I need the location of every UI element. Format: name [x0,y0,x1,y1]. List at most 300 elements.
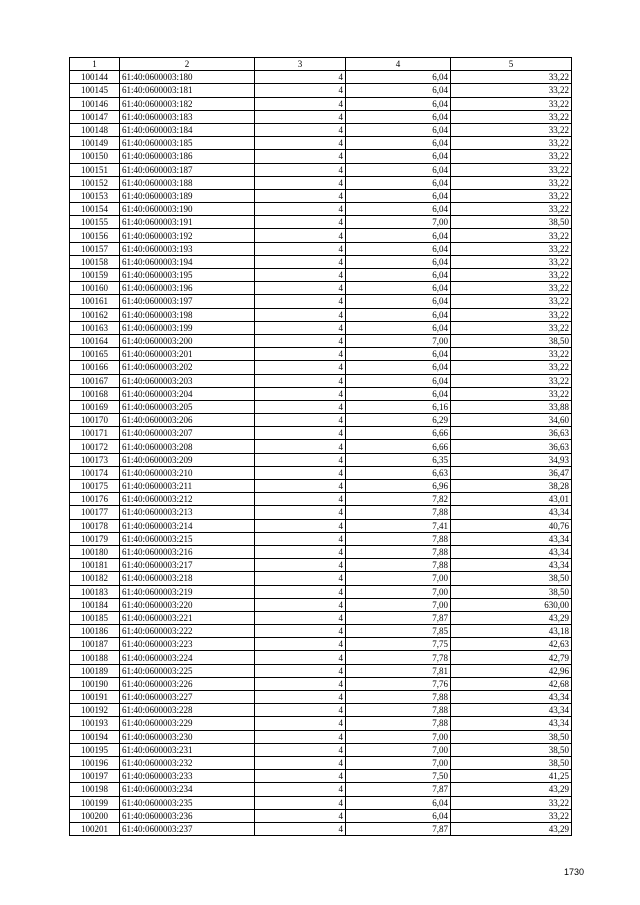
col-4-value-cell: 6,04 [346,295,451,308]
cadastral-number-cell: 61:40:0600003:185 [120,137,255,150]
row-number-cell: 100193 [70,717,120,730]
col-4-value-cell: 6,04 [346,269,451,282]
cadastral-number-cell: 61:40:0600003:200 [120,334,255,347]
table-row [70,414,572,427]
cadastral-number-cell: 61:40:0600003:205 [120,400,255,413]
col-5-value-cell: 42,79 [451,651,572,664]
col-3-value-cell: 4 [255,493,346,506]
col-5-value-cell: 33,22 [451,308,572,321]
col-5-value-cell: 33,22 [451,282,572,295]
col-3-value-cell: 4 [255,664,346,677]
col-4-value-cell: 7,00 [346,585,451,598]
table-row [70,809,572,822]
cadastral-number-cell: 61:40:0600003:202 [120,361,255,374]
col-3-value-cell: 4 [255,255,346,268]
col-5-value-cell: 36,63 [451,427,572,440]
col-4-value-cell: 7,75 [346,638,451,651]
table-row [70,282,572,295]
cadastral-number-cell: 61:40:0600003:226 [120,677,255,690]
col-4-value-cell: 6,04 [346,97,451,110]
col-5-value-cell: 42,68 [451,677,572,690]
col-5-value-cell: 33,22 [451,809,572,822]
col-3-value-cell: 4 [255,110,346,123]
col-5-value-cell: 33,22 [451,137,572,150]
col-5-value-cell: 33,22 [451,229,572,242]
col-4-value-cell: 6,04 [346,176,451,189]
col-4-value-cell: 7,76 [346,677,451,690]
col-3-value-cell: 4 [255,453,346,466]
table-row [70,308,572,321]
row-number-cell: 100176 [70,493,120,506]
col-5-value-cell: 33,88 [451,400,572,413]
col-3-value-cell: 4 [255,269,346,282]
col-3-value-cell: 4 [255,84,346,97]
cadastral-number-cell: 61:40:0600003:193 [120,242,255,255]
row-number-cell: 100155 [70,216,120,229]
col-4-value-cell: 7,00 [346,756,451,769]
cadastral-number-cell: 61:40:0600003:194 [120,255,255,268]
row-number-cell: 100197 [70,770,120,783]
col-4-value-cell: 6,04 [346,123,451,136]
col-3-value-cell: 4 [255,651,346,664]
col-5-value-cell: 33,22 [451,374,572,387]
table-row [70,611,572,624]
table-row [70,387,572,400]
table-row [70,150,572,163]
table-row [70,71,572,84]
cadastral-number-cell: 61:40:0600003:184 [120,123,255,136]
col-3-value-cell: 4 [255,400,346,413]
table-row [70,545,572,558]
col-4-value-cell: 7,41 [346,519,451,532]
col-4-value-cell: 7,50 [346,770,451,783]
col-3-value-cell: 4 [255,123,346,136]
cadastral-number-cell: 61:40:0600003:225 [120,664,255,677]
row-number-cell: 100146 [70,97,120,110]
col-3-value-cell: 4 [255,559,346,572]
col-5-value-cell: 38,50 [451,572,572,585]
table-row [70,189,572,202]
row-number-cell: 100199 [70,796,120,809]
col-3-value-cell: 4 [255,796,346,809]
cadastral-number-cell: 61:40:0600003:183 [120,110,255,123]
col-5-value-cell: 33,22 [451,84,572,97]
col-5-value-cell: 38,50 [451,730,572,743]
col-5-value-cell: 43,34 [451,691,572,704]
col-4-value-cell: 7,00 [346,730,451,743]
cadastral-number-cell: 61:40:0600003:198 [120,308,255,321]
col-5-value-cell: 34,60 [451,414,572,427]
col-3-value-cell: 4 [255,308,346,321]
row-number-cell: 100191 [70,691,120,704]
table-row [70,295,572,308]
col-4-value-cell: 6,04 [346,189,451,202]
col-5-value-cell: 36,63 [451,440,572,453]
row-number-cell: 100168 [70,387,120,400]
cadastral-number-cell: 61:40:0600003:201 [120,348,255,361]
col-3-value-cell: 4 [255,598,346,611]
table-row [70,269,572,282]
cadastral-number-cell: 61:40:0600003:212 [120,493,255,506]
col-4-value-cell: 6,96 [346,480,451,493]
table-row [70,334,572,347]
row-number-cell: 100161 [70,295,120,308]
table-row [70,638,572,651]
cadastral-number-cell: 61:40:0600003:231 [120,743,255,756]
col-4-value-cell: 7,87 [346,611,451,624]
col-3-value-cell: 4 [255,466,346,479]
cadastral-number-cell: 61:40:0600003:196 [120,282,255,295]
col-5-value-cell: 43,01 [451,493,572,506]
cadastral-number-cell: 61:40:0600003:206 [120,414,255,427]
table-row [70,796,572,809]
table-row [70,532,572,545]
cadastral-number-cell: 61:40:0600003:197 [120,295,255,308]
table-header [70,58,572,71]
col-5-value-cell: 33,22 [451,796,572,809]
col-4-value-cell: 7,87 [346,822,451,835]
cadastral-number-cell: 61:40:0600003:211 [120,480,255,493]
table-row [70,651,572,664]
row-number-cell: 100196 [70,756,120,769]
col-3-value-cell: 4 [255,176,346,189]
col-4-value-cell: 6,04 [346,282,451,295]
table-row [70,466,572,479]
table-row [70,203,572,216]
cadastral-number-cell: 61:40:0600003:237 [120,822,255,835]
row-number-cell: 100149 [70,137,120,150]
header-col-4: 4 [346,58,451,71]
col-3-value-cell: 4 [255,440,346,453]
cadastral-number-cell: 61:40:0600003:182 [120,97,255,110]
row-number-cell: 100183 [70,585,120,598]
col-3-value-cell: 4 [255,97,346,110]
col-3-value-cell: 4 [255,677,346,690]
col-3-value-cell: 4 [255,809,346,822]
col-4-value-cell: 6,35 [346,453,451,466]
table-row [70,598,572,611]
col-4-value-cell: 7,81 [346,664,451,677]
cadastral-number-cell: 61:40:0600003:180 [120,71,255,84]
row-number-cell: 100195 [70,743,120,756]
table-row [70,677,572,690]
cadastral-number-cell: 61:40:0600003:208 [120,440,255,453]
header-row [70,58,572,71]
col-3-value-cell: 4 [255,611,346,624]
table-row [70,822,572,835]
col-3-value-cell: 4 [255,519,346,532]
data-table [69,57,572,836]
table-row [70,506,572,519]
col-5-value-cell: 33,22 [451,295,572,308]
table-row [70,400,572,413]
row-number-cell: 100165 [70,348,120,361]
cadastral-number-cell: 61:40:0600003:191 [120,216,255,229]
col-5-value-cell: 41,25 [451,770,572,783]
cadastral-number-cell: 61:40:0600003:187 [120,163,255,176]
col-5-value-cell: 43,29 [451,783,572,796]
col-3-value-cell: 4 [255,545,346,558]
table-row [70,730,572,743]
col-4-value-cell: 6,04 [346,374,451,387]
col-5-value-cell: 43,29 [451,822,572,835]
col-3-value-cell: 4 [255,295,346,308]
row-number-cell: 100144 [70,71,120,84]
table-row [70,176,572,189]
col-5-value-cell: 43,29 [451,611,572,624]
col-5-value-cell: 38,50 [451,756,572,769]
col-4-value-cell: 7,82 [346,493,451,506]
header-col-5: 5 [451,58,572,71]
table-row [70,572,572,585]
col-4-value-cell: 6,66 [346,427,451,440]
col-4-value-cell: 7,88 [346,532,451,545]
row-number-cell: 100189 [70,664,120,677]
cadastral-number-cell: 61:40:0600003:215 [120,532,255,545]
row-number-cell: 100201 [70,822,120,835]
cadastral-number-cell: 61:40:0600003:217 [120,559,255,572]
col-4-value-cell: 6,66 [346,440,451,453]
col-5-value-cell: 42,63 [451,638,572,651]
row-number-cell: 100166 [70,361,120,374]
col-3-value-cell: 4 [255,730,346,743]
row-number-cell: 100182 [70,572,120,585]
cadastral-number-cell: 61:40:0600003:199 [120,321,255,334]
row-number-cell: 100188 [70,651,120,664]
row-number-cell: 100164 [70,334,120,347]
table-row [70,242,572,255]
table-body [70,71,572,836]
table-row [70,783,572,796]
col-4-value-cell: 6,04 [346,348,451,361]
table-row [70,123,572,136]
col-5-value-cell: 33,22 [451,361,572,374]
col-5-value-cell: 33,22 [451,110,572,123]
table-row [70,137,572,150]
col-3-value-cell: 4 [255,229,346,242]
row-number-cell: 100154 [70,203,120,216]
row-number-cell: 100175 [70,480,120,493]
header-col-2: 2 [120,58,255,71]
col-5-value-cell: 33,22 [451,97,572,110]
cadastral-number-cell: 61:40:0600003:190 [120,203,255,216]
col-3-value-cell: 4 [255,242,346,255]
col-4-value-cell: 6,04 [346,110,451,123]
col-4-value-cell: 7,78 [346,651,451,664]
col-3-value-cell: 4 [255,691,346,704]
col-3-value-cell: 4 [255,506,346,519]
table-row [70,585,572,598]
col-3-value-cell: 4 [255,163,346,176]
table-row [70,229,572,242]
cadastral-number-cell: 61:40:0600003:209 [120,453,255,466]
table-row [70,110,572,123]
col-5-value-cell: 42,96 [451,664,572,677]
col-5-value-cell: 43,34 [451,532,572,545]
cadastral-number-cell: 61:40:0600003:220 [120,598,255,611]
cadastral-number-cell: 61:40:0600003:181 [120,84,255,97]
col-4-value-cell: 7,88 [346,704,451,717]
col-4-value-cell: 7,00 [346,572,451,585]
cadastral-number-cell: 61:40:0600003:188 [120,176,255,189]
col-3-value-cell: 4 [255,822,346,835]
row-number-cell: 100198 [70,783,120,796]
col-5-value-cell: 38,50 [451,334,572,347]
cadastral-number-cell: 61:40:0600003:210 [120,466,255,479]
col-5-value-cell: 33,22 [451,387,572,400]
row-number-cell: 100194 [70,730,120,743]
row-number-cell: 100152 [70,176,120,189]
col-5-value-cell: 38,50 [451,585,572,598]
col-4-value-cell: 7,00 [346,334,451,347]
col-5-value-cell: 33,22 [451,150,572,163]
col-3-value-cell: 4 [255,770,346,783]
col-3-value-cell: 4 [255,321,346,334]
col-3-value-cell: 4 [255,625,346,638]
col-5-value-cell: 43,18 [451,625,572,638]
col-5-value-cell: 33,22 [451,321,572,334]
col-4-value-cell: 7,00 [346,216,451,229]
col-4-value-cell: 6,04 [346,387,451,400]
row-number-cell: 100192 [70,704,120,717]
col-5-value-cell: 33,22 [451,163,572,176]
col-3-value-cell: 4 [255,374,346,387]
row-number-cell: 100167 [70,374,120,387]
col-4-value-cell: 6,63 [346,466,451,479]
col-3-value-cell: 4 [255,638,346,651]
header-col-3: 3 [255,58,346,71]
col-3-value-cell: 4 [255,585,346,598]
col-3-value-cell: 4 [255,572,346,585]
col-5-value-cell: 43,34 [451,559,572,572]
col-3-value-cell: 4 [255,137,346,150]
col-5-value-cell: 33,22 [451,176,572,189]
table-row [70,427,572,440]
row-number-cell: 100162 [70,308,120,321]
col-4-value-cell: 6,04 [346,84,451,97]
table-row [70,559,572,572]
row-number-cell: 100171 [70,427,120,440]
row-number-cell: 100145 [70,84,120,97]
cadastral-number-cell: 61:40:0600003:195 [120,269,255,282]
row-number-cell: 100200 [70,809,120,822]
col-4-value-cell: 7,00 [346,743,451,756]
col-3-value-cell: 4 [255,717,346,730]
table-row [70,770,572,783]
col-4-value-cell: 7,85 [346,625,451,638]
cadastral-number-cell: 61:40:0600003:207 [120,427,255,440]
row-number-cell: 100185 [70,611,120,624]
col-4-value-cell: 7,88 [346,691,451,704]
header-col-1: 1 [70,58,120,71]
cadastral-number-cell: 61:40:0600003:218 [120,572,255,585]
col-4-value-cell: 7,88 [346,545,451,558]
row-number-cell: 100147 [70,110,120,123]
row-number-cell: 100180 [70,545,120,558]
cadastral-number-cell: 61:40:0600003:189 [120,189,255,202]
col-5-value-cell: 38,50 [451,743,572,756]
col-4-value-cell: 6,04 [346,255,451,268]
row-number-cell: 100156 [70,229,120,242]
cadastral-number-cell: 61:40:0600003:204 [120,387,255,400]
col-5-value-cell: 33,22 [451,71,572,84]
col-3-value-cell: 4 [255,348,346,361]
table-row [70,717,572,730]
row-number-cell: 100184 [70,598,120,611]
row-number-cell: 100173 [70,453,120,466]
table-row [70,493,572,506]
col-5-value-cell: 38,28 [451,480,572,493]
col-5-value-cell: 43,34 [451,717,572,730]
row-number-cell: 100177 [70,506,120,519]
cadastral-number-cell: 61:40:0600003:234 [120,783,255,796]
table-row [70,756,572,769]
col-5-value-cell: 33,22 [451,242,572,255]
col-5-value-cell: 33,22 [451,269,572,282]
table-row [70,163,572,176]
col-4-value-cell: 7,88 [346,506,451,519]
table-row [70,84,572,97]
cadastral-number-cell: 61:40:0600003:221 [120,611,255,624]
col-5-value-cell: 38,50 [451,216,572,229]
cadastral-number-cell: 61:40:0600003:227 [120,691,255,704]
cadastral-number-cell: 61:40:0600003:229 [120,717,255,730]
col-5-value-cell: 33,22 [451,123,572,136]
col-5-value-cell: 43,34 [451,545,572,558]
cadastral-number-cell: 61:40:0600003:219 [120,585,255,598]
cadastral-number-cell: 61:40:0600003:232 [120,756,255,769]
col-3-value-cell: 4 [255,704,346,717]
col-3-value-cell: 4 [255,203,346,216]
col-3-value-cell: 4 [255,387,346,400]
col-3-value-cell: 4 [255,71,346,84]
row-number-cell: 100190 [70,677,120,690]
table-row [70,519,572,532]
col-5-value-cell: 36,47 [451,466,572,479]
cadastral-number-cell: 61:40:0600003:214 [120,519,255,532]
cadastral-number-cell: 61:40:0600003:192 [120,229,255,242]
col-4-value-cell: 6,04 [346,150,451,163]
table-row [70,216,572,229]
row-number-cell: 100186 [70,625,120,638]
col-4-value-cell: 7,88 [346,559,451,572]
row-number-cell: 100187 [70,638,120,651]
cadastral-number-cell: 61:40:0600003:216 [120,545,255,558]
col-4-value-cell: 7,87 [346,783,451,796]
col-5-value-cell: 33,22 [451,255,572,268]
table-row [70,255,572,268]
table-row [70,625,572,638]
table-row [70,321,572,334]
cadastral-number-cell: 61:40:0600003:186 [120,150,255,163]
cadastral-number-cell: 61:40:0600003:230 [120,730,255,743]
table-row [70,453,572,466]
col-3-value-cell: 4 [255,282,346,295]
col-4-value-cell: 6,04 [346,796,451,809]
col-5-value-cell: 33,22 [451,189,572,202]
table-row [70,704,572,717]
col-4-value-cell: 6,04 [346,308,451,321]
col-4-value-cell: 7,00 [346,598,451,611]
cadastral-number-cell: 61:40:0600003:222 [120,625,255,638]
cadastral-number-cell: 61:40:0600003:236 [120,809,255,822]
table-row [70,374,572,387]
col-5-value-cell: 43,34 [451,704,572,717]
col-3-value-cell: 4 [255,216,346,229]
col-4-value-cell: 6,04 [346,71,451,84]
col-3-value-cell: 4 [255,480,346,493]
col-4-value-cell: 6,04 [346,229,451,242]
